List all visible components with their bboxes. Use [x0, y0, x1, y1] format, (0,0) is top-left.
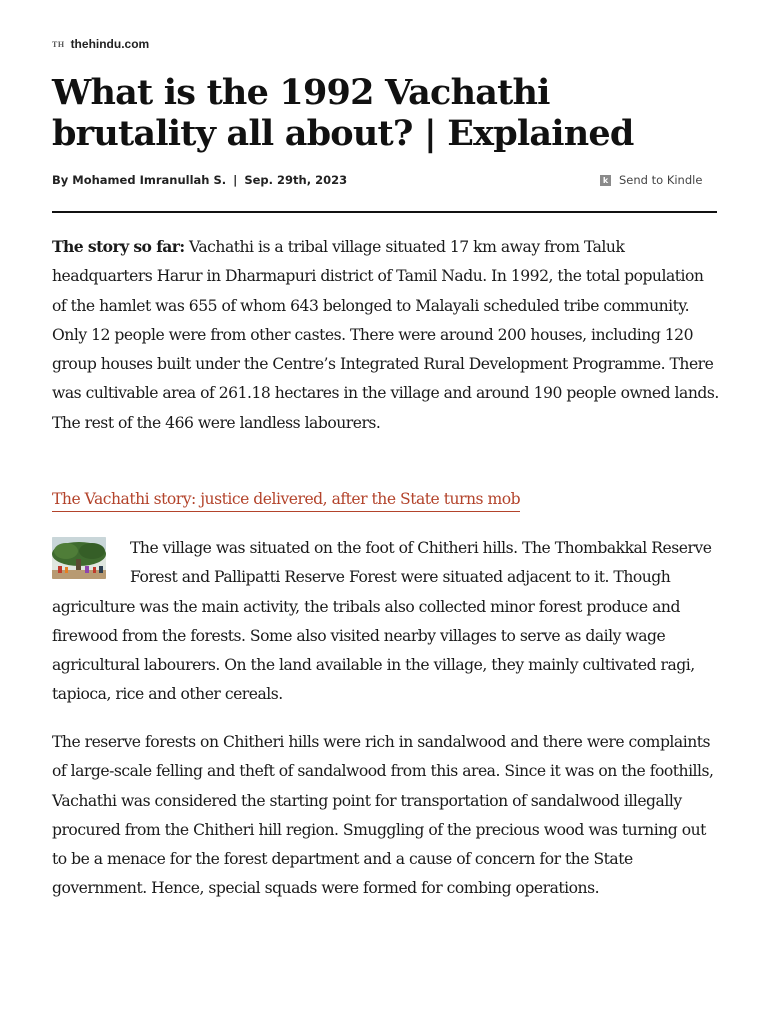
related-story-thumbnail[interactable] — [52, 537, 106, 579]
paragraph-1 — [52, 232, 720, 438]
lead-label: The story so far: — [52, 237, 185, 256]
source-domain[interactable]: thehindu.com — [70, 37, 150, 51]
author-name: By Mohamed Imranullah S. — [52, 173, 227, 187]
send-to-kindle-button[interactable] — [600, 173, 702, 187]
paragraph-2 — [52, 534, 720, 710]
kindle-icon: k — [600, 175, 611, 186]
byline-separator: | — [233, 173, 238, 187]
byline — [52, 173, 347, 187]
article-title: What is the 1992 Vachathi brutality all about? | Explained — [52, 72, 634, 154]
the-hindu-logo-icon: TH — [52, 39, 65, 49]
send-to-kindle-label: Send to Kindle — [619, 173, 703, 187]
publish-date: Sep. 29th, 2023 — [244, 173, 348, 187]
paragraph-3: The reserve forests on Chitheri hills were rich in sandalwood and there were complaints of large-scale felling and theft of sandalwood from this area. Since it was on the foothills, Vachathi was considered the starting point for transportation of sandalwood illegally procured from the Chitheri hill region. Smuggling of the precious wood was turning out to be a menace for the forest department and a cause of concern for the State government. Hence, special squads were formed for combing operations. — [52, 733, 714, 898]
paragraph-1-text: Vachathi is a tribal village situated 17 km away from Taluk headquarters Harur in Dharmapuri district of Tamil Nadu. In 1992, the total population of the hamlet was 655 of whom 643 belonged to Malayali scheduled tribe community. Only 12 people were from other castes. There were around 200 houses, including 120 group houses built under the Centre’s Integrated Rural Development Programme. There was cultivable area of 261.18 hectares in the village and around 190 people owned lands. The rest of the 466 were landless labourers. — [52, 238, 719, 432]
related-story-link[interactable]: The Vachathi story: justice delivered, after the State turns mob — [52, 487, 520, 512]
paragraph-2-text: The village was situated on the foot of Chitheri hills. The Thombakkal Reserve Forest and Pallipatti Reserve Forest were situated adjacent to it. Though agriculture was the main activity, the tribals also collected minor forest produce and firewood from the forests. Some also visited nearby villages to serve as daily wage agricultural labourers. On the land available in the village, they mainly cultivated ragi, tapioca, rice and other cereals. — [52, 539, 712, 704]
header-divider — [52, 211, 717, 213]
village-tree-image-icon — [52, 537, 106, 579]
source-header[interactable] — [52, 37, 149, 51]
